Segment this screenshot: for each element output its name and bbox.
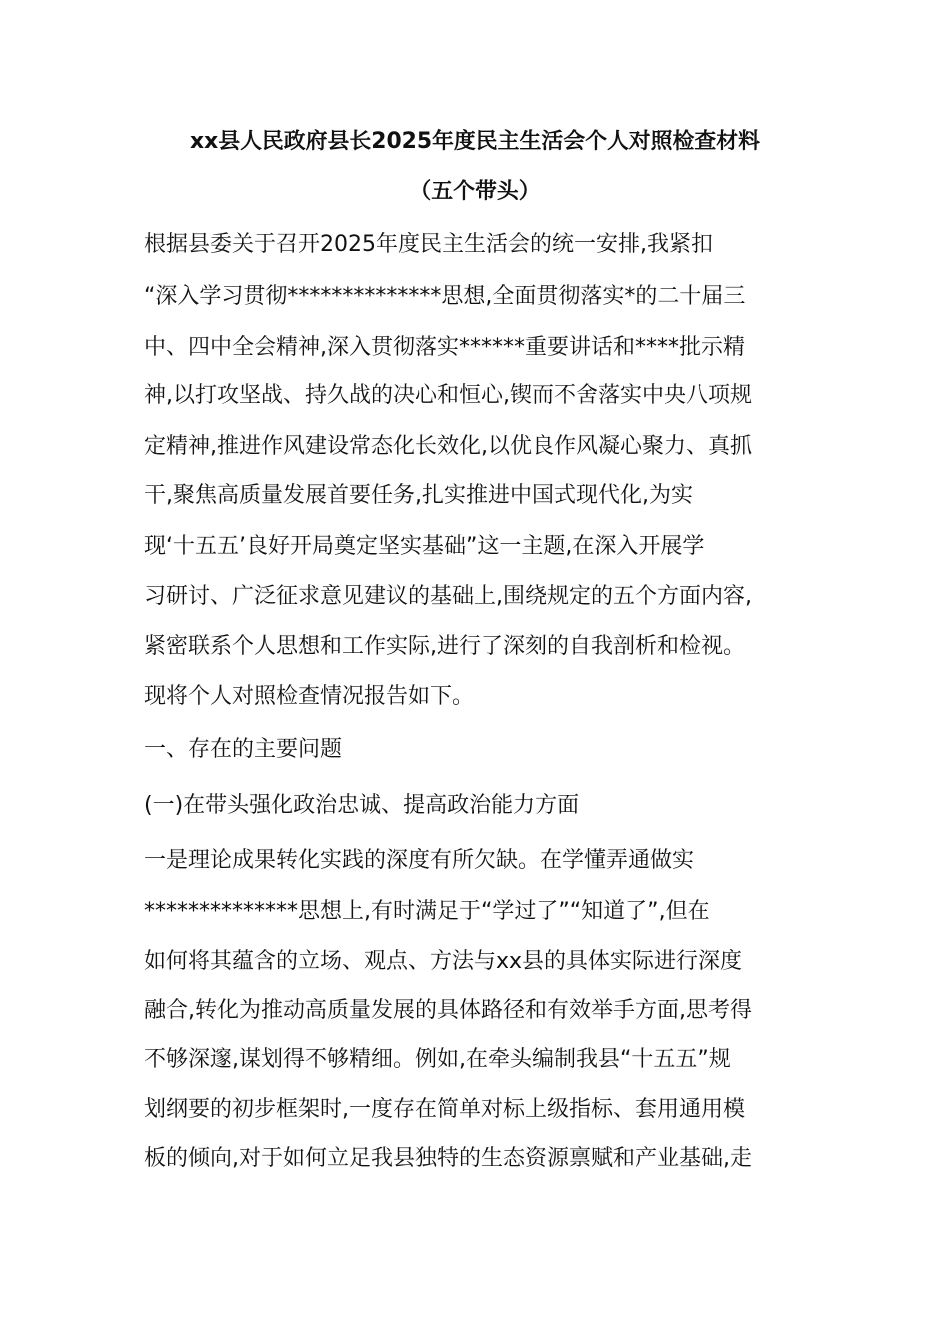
body-line: “深入学习贯彻**************思想,全面贯彻落实*的二十届三: [144, 284, 746, 309]
body-line: 习研讨、广泛征求意见建议的基础上,围绕规定的五个方面内容,: [144, 584, 752, 609]
body-line: 不够深邃,谋划得不够精细。例如,在牵头编制我县“十五五”规: [144, 1047, 731, 1072]
body-line: 紧密联系个人思想和工作实际,进行了深刻的自我剖析和检视。: [144, 634, 745, 659]
body-line: 中、四中全会精神,深入贯彻落实******重要讲话和****批示精: [144, 335, 745, 360]
body-line: 现将个人对照检查情况报告如下。: [144, 684, 475, 709]
body-line: 板的倾向,对于如何立足我县独特的生态资源禀赋和产业基础,走: [144, 1146, 752, 1171]
body-line: 现‘十五五’良好开局奠定坚实基础”这一主题,在深入开展学: [144, 534, 705, 559]
body-line: 划纲要的初步框架时,一度存在简单对标上级指标、套用通用模: [144, 1097, 745, 1122]
section-heading: 一、存在的主要问题: [144, 737, 343, 762]
body-line: 如何将其蕴含的立场、观点、方法与xx县的具体实际进行深度: [144, 949, 743, 974]
body-line: 一是理论成果转化实践的深度有所欠缺。在学懂弄通做实: [144, 848, 695, 873]
body-line: 干,聚焦高质量发展首要任务,扎实推进中国式现代化,为实: [144, 483, 693, 508]
body-line: 根据县委关于召开2025年度民主生活会的统一安排,我紧扣: [144, 232, 713, 257]
body-line: 定精神,推进作风建设常态化长效化,以优良作风凝心聚力、真抓: [144, 434, 752, 459]
document-subtitle: （五个带头）: [409, 179, 541, 204]
subsection-heading: (一)在带头强化政治忠诚、提高政治能力方面: [144, 793, 580, 818]
body-line: 神,以打攻坚战、持久战的决心和恒心,锲而不舍落实中央八项规: [144, 383, 752, 408]
document-title: xx县人民政府县长2025年度民主生活会个人对照检查材料: [190, 129, 760, 154]
body-line: **************思想上,有时满足于“学过了”“知道了”,但在: [144, 899, 710, 924]
body-line: 融合,转化为推动高质量发展的具体路径和有效举手方面,思考得: [144, 998, 752, 1023]
